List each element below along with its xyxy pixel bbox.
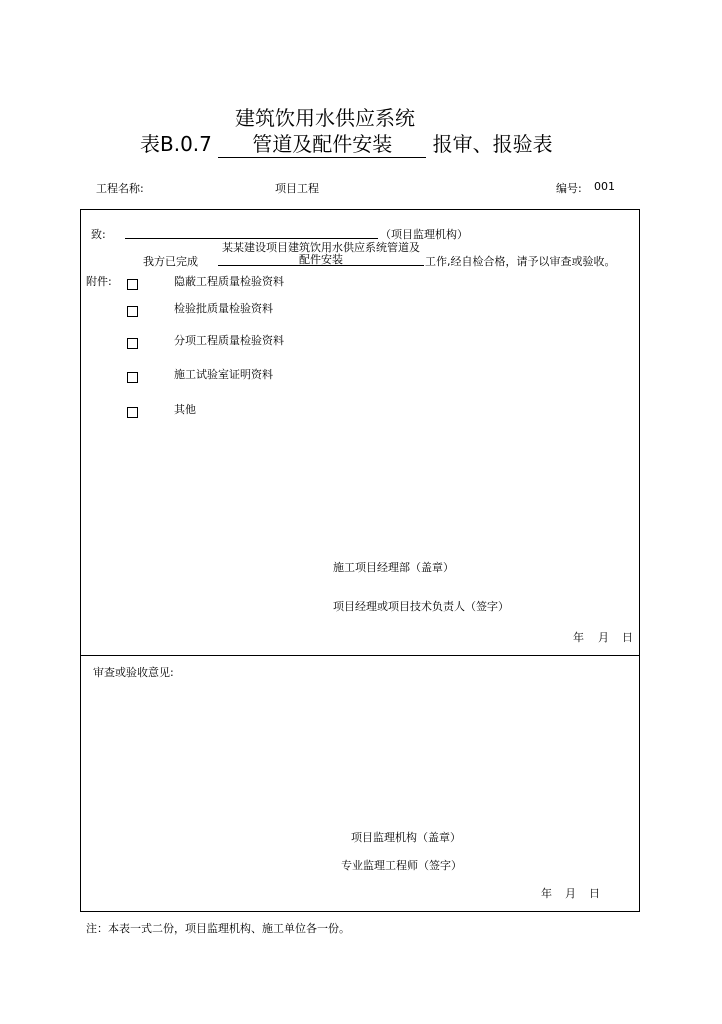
attachment-label-1: 隐蔽工程质量检验资料 xyxy=(174,275,284,288)
attachment-checkbox-1[interactable] xyxy=(127,275,138,294)
project-manager-sign: 项目经理或项目技术负责人（签字） xyxy=(333,600,509,613)
review-section xyxy=(80,656,640,912)
attachments-label: 附件: xyxy=(86,275,112,288)
work-line-1: 某某建设项目建筑饮用水供应系统管道及 xyxy=(222,241,420,254)
opinion-label: 审查或验收意见: xyxy=(93,666,174,679)
footer-note: 注：本表一式二份，项目监理机构、施工单位各一份。 xyxy=(86,922,350,935)
table-number: 表B.0.7 xyxy=(140,132,212,156)
project-name-value: 项目工程 xyxy=(275,182,319,195)
attachment-checkbox-4[interactable] xyxy=(127,368,138,387)
supervising-engineer-sign: 专业监理工程师（签字） xyxy=(341,859,462,872)
work-underline xyxy=(218,265,424,266)
date-day-1: 日 xyxy=(622,631,633,644)
project-name-label: 工程名称: xyxy=(96,182,144,195)
date-year-1: 年 xyxy=(573,631,584,644)
attachment-label-2: 检验批质量检验资料 xyxy=(174,302,273,315)
form-subtitle xyxy=(140,128,553,158)
date-day-2: 日 xyxy=(589,887,600,900)
completed-label: 我方已完成 xyxy=(143,255,198,268)
attachment-label-3: 分项工程质量检验资料 xyxy=(174,334,284,347)
subject-underlined: 管道及配件安装 xyxy=(218,128,426,158)
attachment-checkbox-3[interactable] xyxy=(127,334,138,353)
subtitle-suffix: 报审、报验表 xyxy=(432,132,553,156)
completed-suffix: 工作,经自检合格，请予以审查或验收。 xyxy=(425,255,616,268)
to-underline xyxy=(125,238,378,239)
date-year-2: 年 xyxy=(541,887,552,900)
date-month-1: 月 xyxy=(598,631,609,644)
supervisor-org-seal: 项目监理机构（盖章） xyxy=(351,831,461,844)
attachment-checkbox-2[interactable] xyxy=(127,302,138,321)
attachment-label-5: 其他 xyxy=(174,403,196,416)
to-suffix: （项目监理机构） xyxy=(380,228,468,241)
submission-section xyxy=(80,209,640,656)
to-label: 致: xyxy=(91,228,106,241)
form-title: 建筑饮用水供应系统 xyxy=(235,106,415,130)
attachment-label-4: 施工试验室证明资料 xyxy=(174,368,273,381)
number-value: 001 xyxy=(594,180,615,193)
number-label: 编号: xyxy=(556,182,582,195)
completed-work xyxy=(218,242,424,266)
attachment-checkbox-5[interactable] xyxy=(127,403,138,422)
date-month-2: 月 xyxy=(565,887,576,900)
contractor-dept-seal: 施工项目经理部（盖章） xyxy=(333,561,454,574)
work-line-2: 配件安装 xyxy=(299,253,343,266)
